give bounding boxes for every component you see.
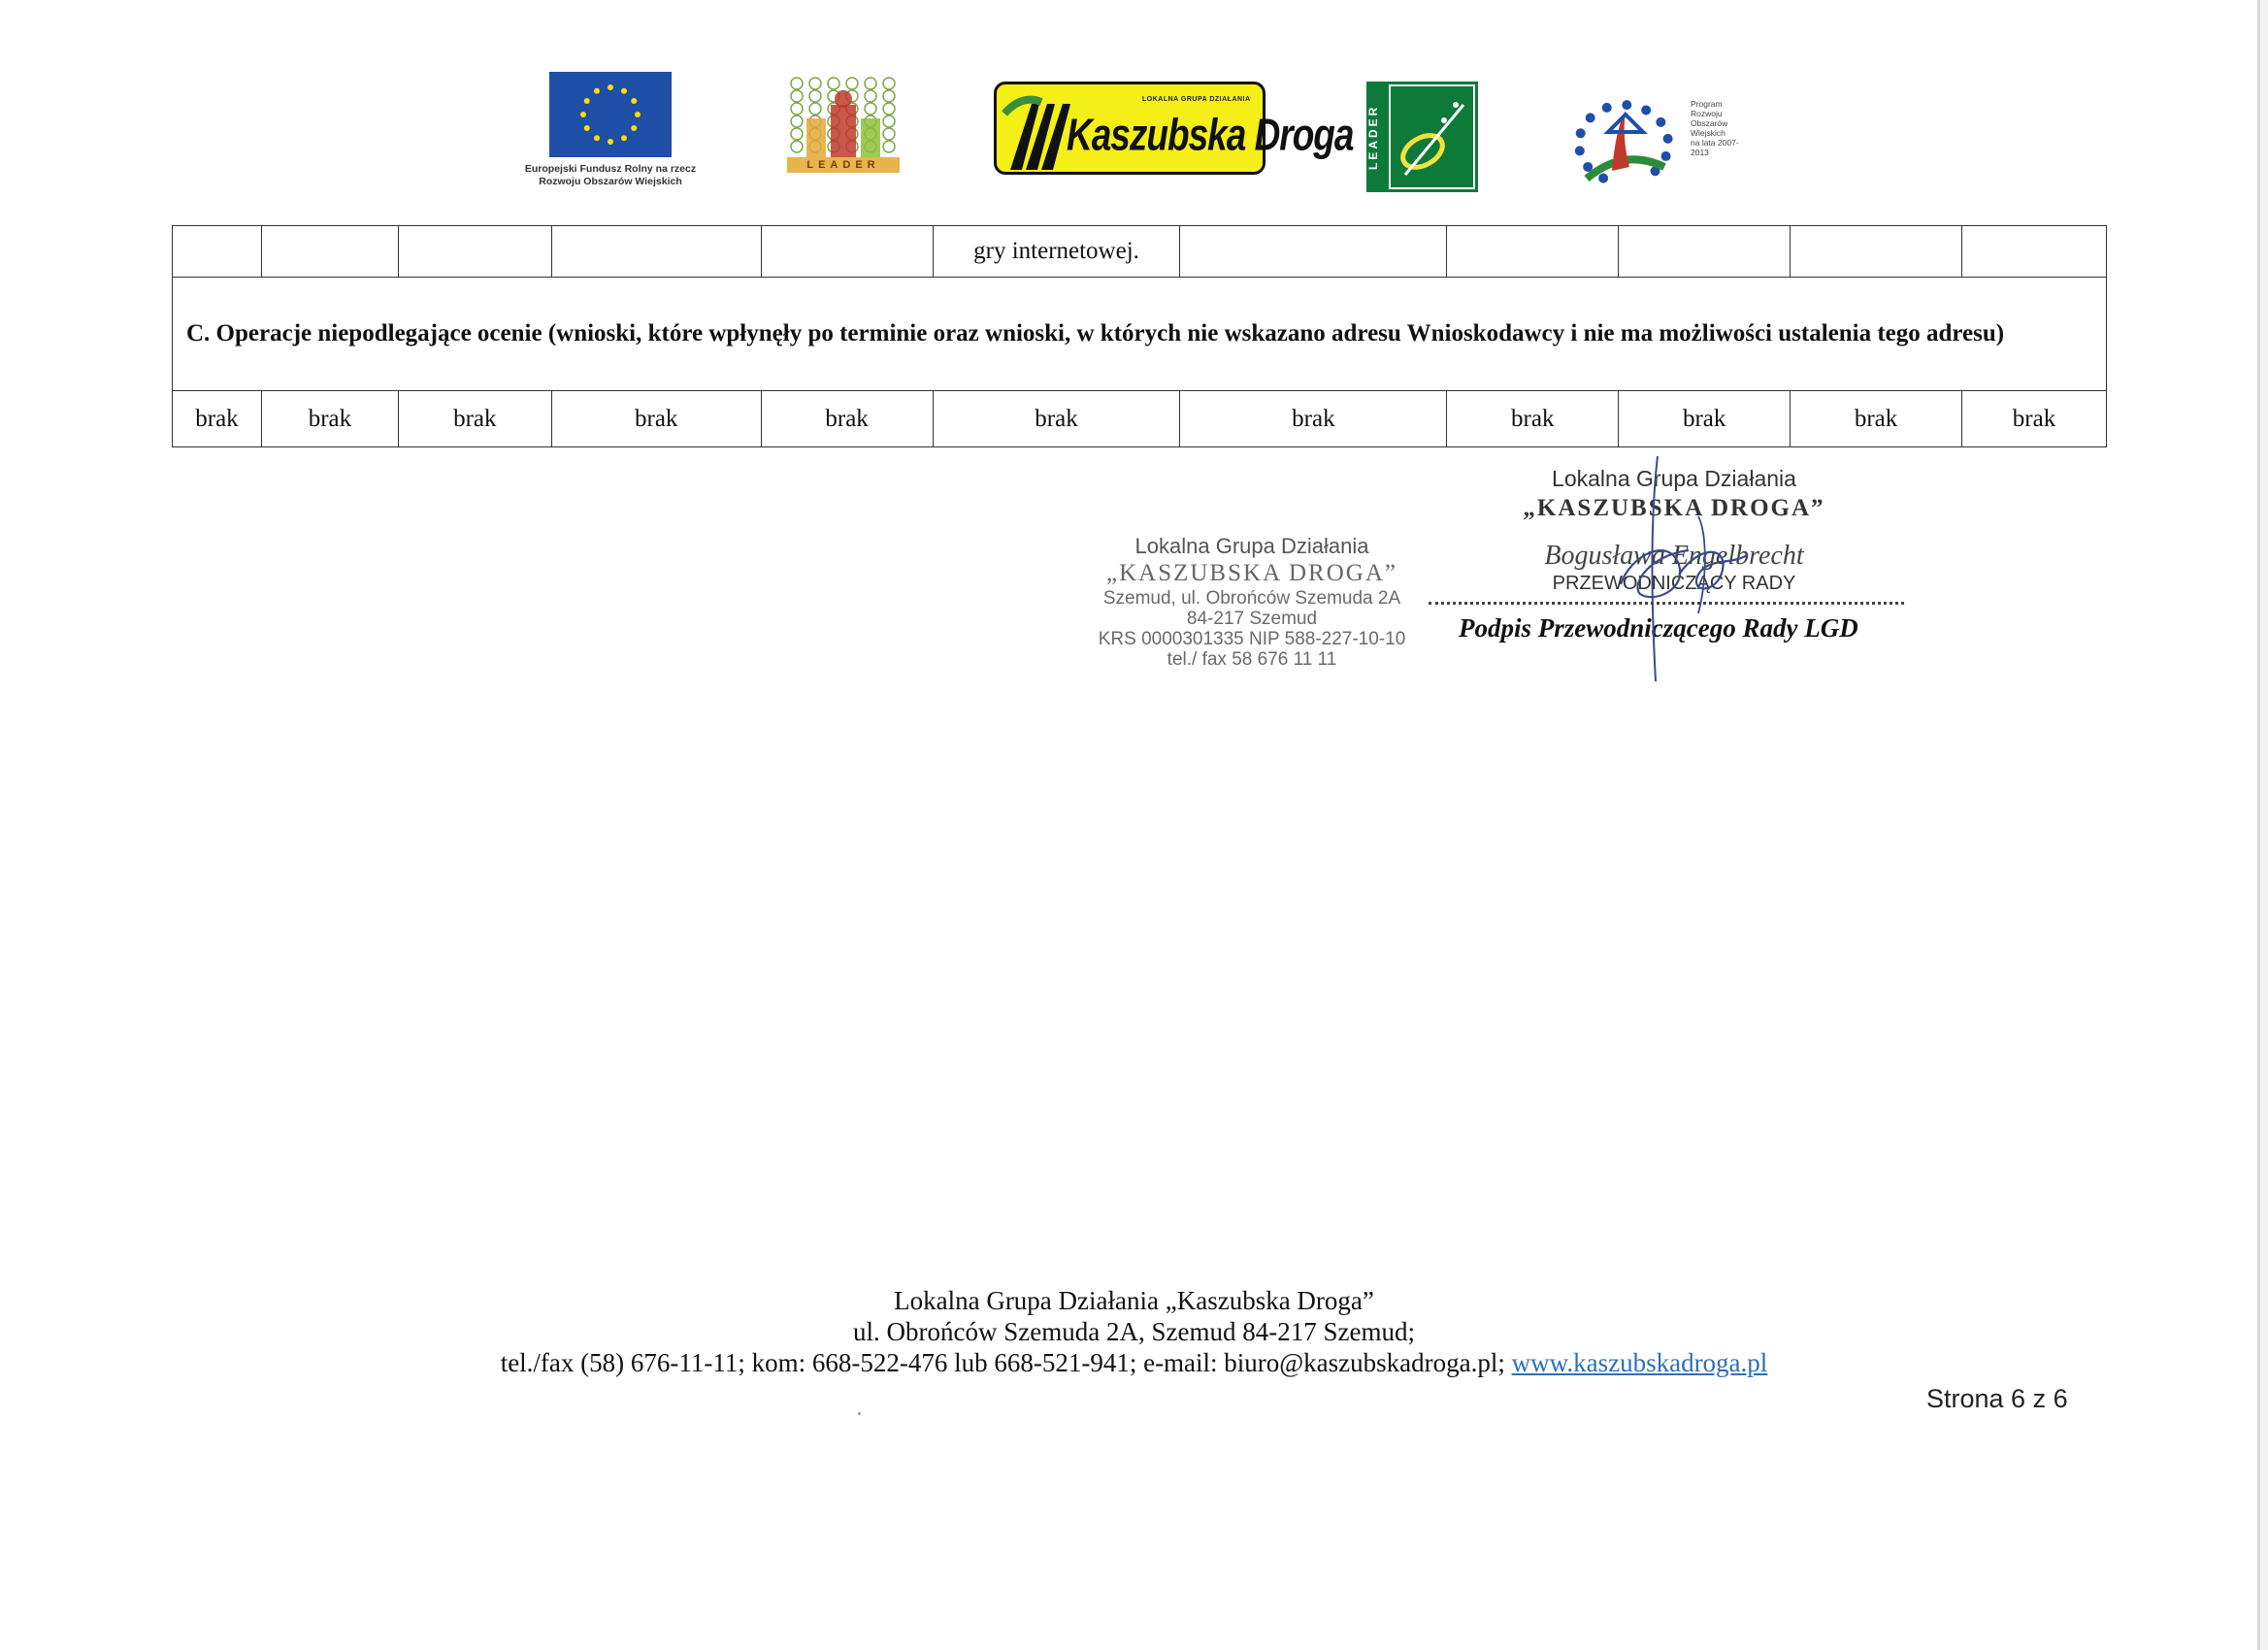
lgd-address-stamp [1068,534,1436,670]
table-cell [551,226,761,278]
prow-star-icon [1622,100,1631,110]
eu-star-icon [594,88,600,94]
footer-contact-text: tel./fax (58) 676-11-11; kom: 668-522-476 lub 668-521-941; e-mail: biuro@kaszubskadroga.pl; [500,1348,1512,1377]
scan-speck [858,1412,861,1415]
footer-address: ul. Obrońców Szemuda 2A, Szemud 84-217 Szemud; [853,1317,1415,1346]
leaf-icon [1366,82,1478,192]
prow-star-icon [1661,151,1671,161]
eu-star-icon [594,135,600,141]
brak-row [173,391,2107,447]
website-link[interactable]: www.kaszubskadroga.pl [1511,1348,1768,1377]
prow-star-icon [1602,103,1612,113]
eu-star-icon [635,112,641,117]
brak-cell: brak [1791,391,1962,447]
stamp-line: KRS 0000301335 NIP 588-227-10-10 [1098,629,1406,649]
stamp-line: Lokalna Grupa Działania [1552,466,1796,491]
eu-star-icon [608,139,613,145]
prow-star-icon [1575,146,1585,155]
eu-star-icon [584,98,590,104]
brak-cell: brak [551,391,761,447]
signature-caption: Podpis Przewodniczącego Rady LGD [1459,613,1858,643]
brak-cell: brak [398,391,551,447]
section-c-row [173,278,2107,391]
stamp-line: „KASZUBSKA DROGA” [1106,560,1397,586]
table-row [173,226,2107,278]
prow-stars-icon [1558,89,1689,196]
continued-cell: gry internetowej. [933,226,1180,278]
operations-table [172,225,2107,447]
eu-flag-icon [549,72,672,157]
leader-people-icon [787,76,900,190]
eu-star-icon [631,125,637,131]
stamp-line: Szemud, ul. Obrońców Szemuda 2A [1102,588,1401,609]
brak-cell: brak [261,391,398,447]
brak-cell: brak [761,391,933,447]
scan-edge-line [2257,0,2260,1650]
prow-star-icon [1586,113,1595,122]
chairman-name: Bogusława Engelbrecht [1544,541,1804,571]
prow-star-icon [1641,105,1651,115]
kaszubska-droga-logo [994,82,1354,175]
eu-star-icon [621,88,627,94]
stamp-line: „KASZUBSKA DROGA” [1523,495,1825,521]
stamp-line: Lokalna Grupa Działania [1134,534,1369,558]
page-footer [0,1285,2268,1378]
leader-green-label: LEADER [1366,104,1380,170]
brak-cell: brak [933,391,1180,447]
table-cell [173,226,262,278]
stamp-line: tel./ fax 58 676 11 11 [1167,649,1337,670]
chairman-role: PRZEWODNICZĄCY RADY [1552,573,1796,594]
leader-green-logo [1366,82,1478,192]
prow-logo [1558,89,1752,196]
leader-people-logo [787,76,900,190]
eu-star-icon [584,125,590,131]
footer-org-name: Lokalna Grupa Działania „Kaszubska Droga” [894,1286,1374,1315]
page-number: Strona 6 z 6 [1926,1384,2068,1413]
eu-fund-caption: Europejski Fundusz Rolny na rzecz Rozwoju Obszarów Wiejskich [524,163,697,187]
scan-edge-shadow [2260,0,2268,1650]
table-cell [1962,226,2107,278]
table-cell [1619,226,1791,278]
leader-people-label: LEADER [806,159,880,171]
prow-star-icon [1663,134,1673,144]
table-cell [1180,226,1447,278]
prow-star-icon [1598,174,1608,183]
table-cell [1447,226,1619,278]
eu-star-icon [580,112,586,117]
kaszubska-logo-name: Kaszubska Droga [1067,110,1354,160]
brak-cell: brak [1619,391,1791,447]
eu-star-icon [631,98,637,104]
prow-star-icon [1576,128,1586,138]
eu-star-icon [608,84,613,90]
section-c-heading: C. Operacje niepodlegające ocenie (wnioski, które wpłynęły po terminie oraz wnioski, w których nie wskazano adresu Wnioskodawcy i nie ma możliwości ustalenia tego adresu) [173,278,2107,391]
footer-contact [0,1347,2268,1378]
eu-fund-logo [510,72,710,188]
brak-cell: brak [1180,391,1447,447]
table-cell [261,226,398,278]
brak-cell: brak [173,391,262,447]
prow-caption: Program Rozwoju Obszarów Wiejskich na lata 2007-2013 [1691,99,1739,157]
kaszubska-logo-subtitle: LOKALNA GRUPA DZIAŁANIA [1142,96,1251,103]
brak-cell: brak [1447,391,1619,447]
table-cell [761,226,933,278]
logo-strip [0,68,2268,199]
stamp-line: 84-217 Szemud [1186,609,1318,629]
table-cell [1791,226,1962,278]
brak-cell: brak [1962,391,2107,447]
eu-star-icon [621,135,627,141]
table-cell [398,226,551,278]
handwritten-signature-icon [1562,448,1815,701]
prow-star-icon [1656,117,1665,127]
